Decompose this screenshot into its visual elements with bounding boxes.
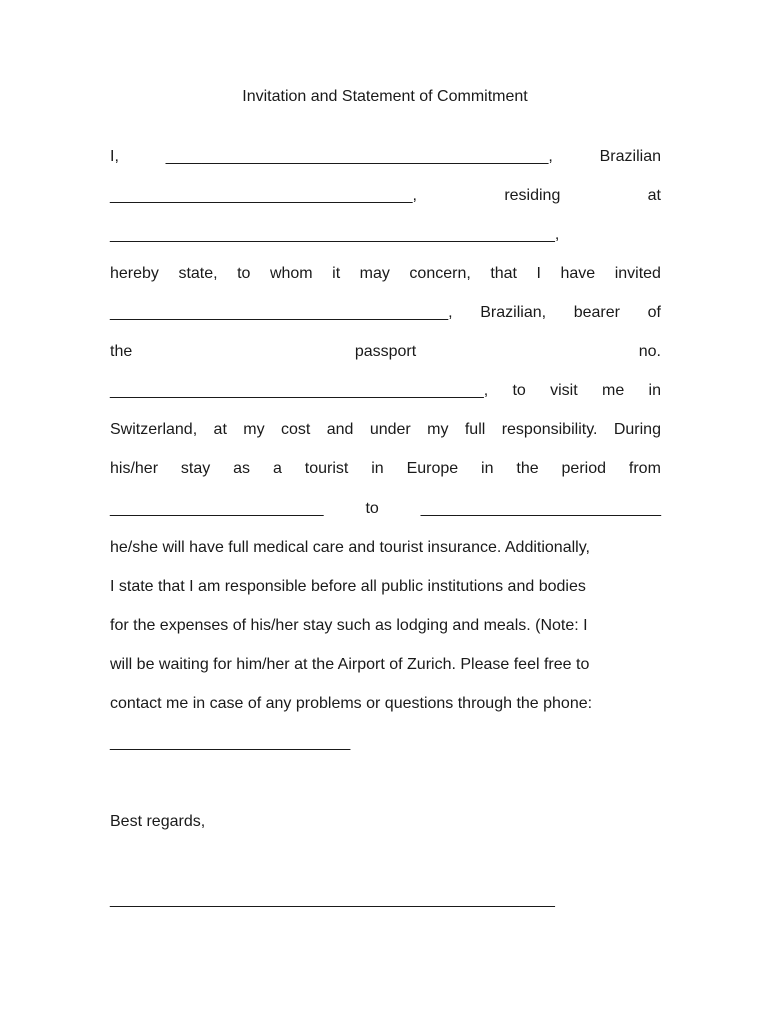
body-word: ______________________________________, xyxy=(110,304,453,321)
body-word: Brazilian xyxy=(599,148,661,165)
body-word: responsibility. xyxy=(501,421,598,438)
body-word: __________________________________________, xyxy=(110,382,489,399)
signature-line: __________________________________________________ xyxy=(110,891,555,908)
body-word: I xyxy=(536,265,541,282)
body-word: hereby xyxy=(110,265,159,282)
body-line xyxy=(110,379,661,403)
body-line xyxy=(110,497,661,521)
body-line xyxy=(110,575,661,599)
body-word: Switzerland, xyxy=(110,421,198,438)
body-word: a xyxy=(272,460,282,477)
body-word: full xyxy=(464,421,486,438)
body-word: no. xyxy=(638,343,661,360)
body-word: at xyxy=(647,187,661,204)
body-word: will be waiting for him/her at the Airport of Zurich. Please feel free to xyxy=(110,656,590,673)
body-word: invited xyxy=(614,265,661,282)
body-word: my xyxy=(243,421,265,438)
body-word: it xyxy=(332,265,341,282)
body-word: under xyxy=(369,421,411,438)
body-line xyxy=(110,223,661,247)
closing-text: Best regards, xyxy=(110,813,206,830)
body-word: my xyxy=(427,421,449,438)
body-word: ___________________________ xyxy=(110,734,351,751)
body-line xyxy=(110,340,661,364)
body-word: whom xyxy=(269,265,313,282)
body-word: in xyxy=(648,382,661,399)
body-word: the xyxy=(110,343,133,360)
body-line xyxy=(110,536,661,560)
body-word: have xyxy=(560,265,596,282)
body-word: Brazilian, xyxy=(480,304,547,321)
body-line xyxy=(110,692,661,716)
body-word: me xyxy=(601,382,625,399)
body-word: residing xyxy=(504,187,561,204)
body-line xyxy=(110,262,661,286)
body-word: During xyxy=(613,421,661,438)
body-word: __________________________________________________, xyxy=(110,226,560,243)
body-word: Europe xyxy=(406,460,459,477)
body-word: that xyxy=(490,265,517,282)
body-word: in xyxy=(481,460,494,477)
body-word: the xyxy=(516,460,539,477)
body-word: he/she will have full medical care and tourist insurance. Additionally, xyxy=(110,539,590,556)
body-word: may xyxy=(359,265,390,282)
body-line xyxy=(110,614,661,638)
body-word: __________________________________, xyxy=(110,187,417,204)
body-word: passport xyxy=(354,343,417,360)
body-word: of xyxy=(647,304,661,321)
body-word: as xyxy=(233,460,251,477)
body-word: visit xyxy=(550,382,578,399)
body-word: to xyxy=(365,500,379,517)
body-word: period xyxy=(561,460,607,477)
body-word: I state that I am responsible before all public institutions and bodies xyxy=(110,578,586,595)
body-word: and xyxy=(326,421,354,438)
body-line xyxy=(110,184,661,208)
body-word: tourist xyxy=(304,460,349,477)
body-word: to xyxy=(512,382,526,399)
body-line xyxy=(110,653,661,677)
body-word: in xyxy=(371,460,384,477)
body-word: ________________________ xyxy=(110,500,324,517)
body-line xyxy=(110,457,661,481)
body-word: ___________________________________________, xyxy=(165,148,553,165)
body-word: his/her xyxy=(110,460,159,477)
body-word: ___________________________ xyxy=(420,500,661,517)
body-word: from xyxy=(628,460,661,477)
body-word: concern, xyxy=(409,265,471,282)
body-line xyxy=(110,301,661,325)
body-word: contact me in case of any problems or questions through the phone: xyxy=(110,695,593,712)
document-title: Invitation and Statement of Commitment xyxy=(242,88,528,105)
body-line xyxy=(110,731,661,755)
body-word: stay xyxy=(180,460,211,477)
body-word: for the expenses of his/her stay such as lodging and meals. (Note: I xyxy=(110,617,588,634)
body-word: I, xyxy=(110,148,119,165)
body-word: bearer xyxy=(573,304,620,321)
body-line xyxy=(110,145,661,169)
body-word: state, xyxy=(178,265,218,282)
body-line xyxy=(110,418,661,442)
body-word: at xyxy=(213,421,227,438)
body-word: to xyxy=(237,265,251,282)
body-word: cost xyxy=(281,421,311,438)
